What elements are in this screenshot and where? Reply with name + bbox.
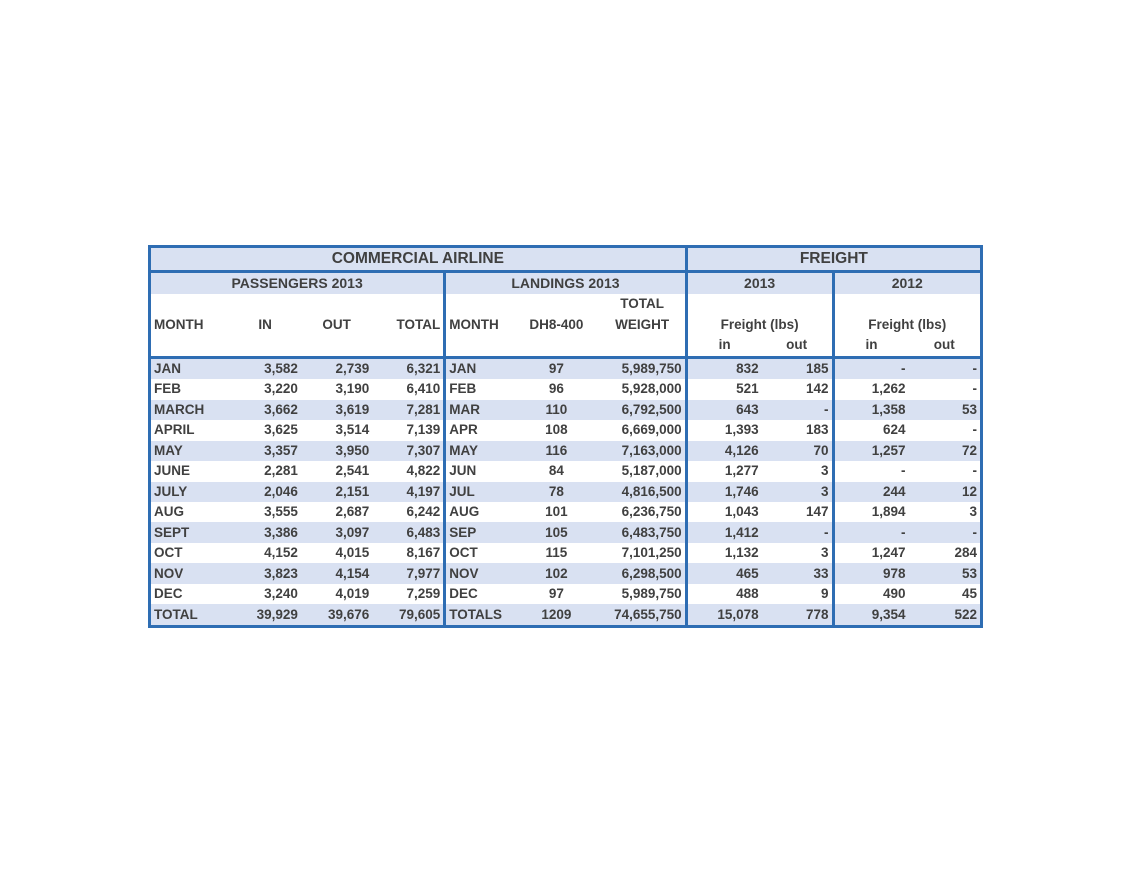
freight-2012-in-cell: - [900, 524, 906, 540]
freight-2013-label: Freight (lbs) [686, 315, 833, 335]
airport-statistics-table [148, 245, 983, 628]
freight-2013-in-cell: 1,277 [724, 463, 759, 479]
freight-2013-in-cell: 465 [736, 565, 759, 581]
table-row [151, 400, 980, 420]
passengers-in-cell: 3,582 [264, 360, 298, 376]
column-header-row-3 [151, 335, 980, 357]
freight-2012-in-cell: - [900, 463, 906, 479]
landing-month-cell: MAR [449, 401, 480, 417]
total-weight-cell: 6,483,750 [600, 522, 687, 542]
landing-month-cell: NOV [449, 565, 479, 581]
passengers-out-cell: 4,019 [335, 586, 370, 602]
freight-2013-out-header: out [762, 335, 833, 357]
month-cell: APRIL [154, 422, 195, 438]
passengers-out-cell: 4,015 [335, 545, 370, 561]
month-cell: FEB [154, 381, 181, 397]
passengers-total-cell: 4,822 [372, 461, 444, 481]
passengers-out-cell: 4,154 [335, 565, 370, 581]
landing-month-cell: OCT [449, 545, 478, 561]
landings-heading: LANDINGS 2013 [445, 271, 686, 294]
subsection-header-row [151, 271, 980, 294]
passengers-total-cell: 6,410 [372, 379, 444, 399]
dh8-landings-cell: 97 [548, 586, 564, 602]
freight-2013-out-cell: 70 [762, 441, 833, 461]
freight-2012-out-cell: 53 [961, 565, 977, 581]
passengers-in-cell: 3,555 [264, 504, 298, 520]
table-row [151, 357, 980, 379]
passengers-total-cell: 6,483 [372, 522, 444, 542]
total-passengers-out-cell: 39,676 [328, 606, 370, 622]
passengers-in-cell: 3,220 [264, 381, 298, 397]
passengers-total-cell: 6,321 [372, 357, 444, 379]
freight-2012-heading: 2012 [891, 275, 923, 292]
totals-row [151, 604, 980, 625]
passengers-in-cell: 3,662 [264, 401, 298, 417]
total-passengers-total-cell: 79,605 [372, 604, 444, 625]
in-column-header: IN [258, 316, 272, 332]
dh8-landings-cell: 115 [545, 545, 568, 561]
freight-2012-in-cell: 1,262 [871, 381, 906, 397]
freight-2012-in-cell: 624 [882, 422, 906, 438]
total-dh8-landings-cell: 1209 [541, 606, 572, 622]
freight-heading: FREIGHT [799, 249, 868, 267]
total-month-cell: TOTAL [154, 606, 198, 622]
passengers-in-cell: 3,386 [264, 524, 298, 540]
freight-2013-in-cell: 4,126 [724, 442, 759, 458]
dh8-landings-cell: 101 [545, 504, 568, 520]
freight-2012-out-header: out [933, 337, 955, 353]
total-weight-cell: 6,236,750 [600, 502, 687, 522]
freight-2012-out-cell: - [972, 422, 977, 438]
landing-month-cell: DEC [449, 586, 478, 602]
table-row [151, 502, 980, 522]
passengers-out-cell: 2,739 [335, 360, 370, 376]
total-weight-cell: 5,989,750 [600, 357, 687, 379]
table-row [151, 522, 980, 542]
table-row [151, 379, 980, 399]
total-column-header: TOTAL [372, 315, 444, 335]
landings-month-column-header: MONTH [449, 316, 499, 332]
landing-month-cell: JAN [449, 360, 477, 376]
freight-2013-out-cell: 9 [762, 584, 833, 604]
freight-2012-out-cell: 284 [954, 545, 977, 561]
passengers-out-cell: 3,950 [335, 442, 370, 458]
commercial-airline-heading: COMMERCIAL AIRLINE [151, 248, 686, 271]
passengers-total-cell: 7,259 [372, 584, 444, 604]
freight-2013-out-cell: - [762, 522, 833, 542]
freight-2013-in-cell: 1,412 [724, 524, 759, 540]
freight-2012-in-header: in [865, 337, 878, 353]
freight-2012-out-cell: 53 [961, 401, 977, 417]
freight-2013-heading: 2013 [686, 271, 833, 294]
freight-2012-out-cell: - [972, 463, 977, 479]
dh8-landings-cell: 97 [548, 360, 564, 376]
total-weight-header-top: TOTAL [600, 294, 687, 314]
passengers-in-cell: 2,281 [264, 463, 298, 479]
table-row [151, 543, 980, 563]
landing-month-cell: JUL [449, 483, 475, 499]
passengers-out-cell: 3,619 [335, 401, 370, 417]
month-cell: SEPT [154, 524, 190, 540]
total-freight-2013-in-cell: 15,078 [717, 606, 759, 622]
freight-2013-out-cell: 3 [762, 482, 833, 502]
passengers-out-cell: 3,514 [335, 422, 370, 438]
landing-month-cell: JUN [449, 463, 477, 479]
table-row [151, 441, 980, 461]
dh8-landings-cell: 78 [548, 483, 564, 499]
table-row [151, 584, 980, 604]
freight-2013-in-cell: 832 [736, 360, 759, 376]
freight-2013-in-cell: 521 [736, 381, 759, 397]
freight-2013-out-cell: 185 [762, 357, 833, 379]
table-row [151, 563, 980, 583]
statistics-table [151, 248, 980, 625]
freight-2013-in-cell: 1,043 [724, 504, 759, 520]
passengers-total-cell: 7,139 [372, 420, 444, 440]
dh8-landings-cell: 116 [545, 442, 568, 458]
freight-2013-out-cell: 33 [762, 563, 833, 583]
passengers-total-cell: 7,281 [372, 400, 444, 420]
freight-2013-in-cell: 1,132 [724, 545, 759, 561]
freight-2013-out-cell: 142 [762, 379, 833, 399]
month-cell: MAY [154, 442, 183, 458]
total-passengers-in-cell: 39,929 [256, 606, 298, 622]
freight-2012-in-cell: - [900, 360, 906, 376]
month-cell: OCT [154, 545, 183, 561]
total-weight-cell: 5,187,000 [600, 461, 687, 481]
passengers-in-cell: 3,357 [264, 442, 298, 458]
column-header-row-1 [151, 294, 980, 314]
passengers-in-cell: 3,240 [264, 586, 298, 602]
freight-2012-in-cell: 1,257 [871, 442, 906, 458]
landing-month-cell: FEB [449, 381, 477, 397]
total-weight-cell: 5,989,750 [600, 584, 687, 604]
dh8-column-header: DH8-400 [529, 316, 584, 332]
passengers-in-cell: 4,152 [264, 545, 298, 561]
passengers-total-cell: 6,242 [372, 502, 444, 522]
freight-2012-out-cell: 12 [961, 483, 977, 499]
month-cell: JAN [154, 360, 182, 376]
freight-2012-out-cell: - [972, 524, 977, 540]
passengers-in-cell: 2,046 [264, 483, 298, 499]
freight-2012-in-cell: 1,358 [871, 401, 906, 417]
month-cell: JULY [154, 483, 188, 499]
passengers-in-cell: 3,823 [264, 565, 298, 581]
month-cell: NOV [154, 565, 184, 581]
total-weight-cell: 7,163,000 [600, 441, 687, 461]
table-row [151, 420, 980, 440]
table-row [151, 482, 980, 502]
total-total-weight-cell: 74,655,750 [600, 604, 687, 625]
dh8-landings-cell: 108 [545, 422, 568, 438]
total-weight-cell: 6,669,000 [600, 420, 687, 440]
total-freight-2012-in-cell: 9,354 [871, 606, 906, 622]
freight-2013-in-cell: 1,393 [724, 422, 759, 438]
total-weight-cell: 6,792,500 [600, 400, 687, 420]
dh8-landings-cell: 102 [545, 565, 568, 581]
total-weight-header-bottom: WEIGHT [600, 315, 687, 335]
freight-2012-in-cell: 978 [882, 565, 906, 581]
freight-2013-in-cell: 488 [736, 586, 759, 602]
month-cell: AUG [154, 504, 184, 520]
table-row [151, 461, 980, 481]
month-cell: JUNE [154, 463, 191, 479]
total-landing-month-cell: TOTALS [449, 606, 502, 622]
total-weight-cell: 7,101,250 [600, 543, 687, 563]
passengers-heading: PASSENGERS 2013 [151, 271, 445, 294]
landing-month-cell: SEP [449, 524, 477, 540]
passengers-out-cell: 2,541 [335, 463, 370, 479]
freight-2013-out-cell: 3 [762, 543, 833, 563]
month-cell: MARCH [154, 401, 205, 417]
dh8-landings-cell: 110 [545, 401, 568, 417]
total-freight-2013-out-cell: 778 [762, 604, 833, 625]
month-cell: DEC [154, 586, 183, 602]
freight-2013-out-cell: 183 [762, 420, 833, 440]
freight-2012-in-cell: 1,247 [871, 545, 906, 561]
month-column-header: MONTH [154, 316, 204, 332]
passengers-in-cell: 3,625 [264, 422, 298, 438]
freight-2012-out-cell: 72 [961, 442, 977, 458]
freight-2012-out-cell: 45 [961, 586, 977, 602]
passengers-out-cell: 2,151 [335, 483, 370, 499]
freight-2013-in-cell: 643 [736, 401, 759, 417]
passengers-total-cell: 4,197 [372, 482, 444, 502]
freight-2012-out-cell: - [972, 360, 977, 376]
column-header-row-2 [151, 315, 980, 335]
dh8-landings-cell: 105 [545, 524, 568, 540]
landing-month-cell: APR [449, 422, 478, 438]
freight-2012-in-cell: 1,894 [871, 504, 906, 520]
freight-2012-label: Freight (lbs) [868, 316, 947, 332]
passengers-out-cell: 2,687 [335, 504, 370, 520]
landing-month-cell: MAY [449, 442, 478, 458]
section-header-row [151, 248, 980, 271]
total-weight-cell: 5,928,000 [600, 379, 687, 399]
dh8-landings-cell: 84 [548, 463, 564, 479]
passengers-total-cell: 7,977 [372, 563, 444, 583]
freight-2012-out-cell: - [972, 381, 977, 397]
dh8-landings-cell: 96 [548, 381, 564, 397]
passengers-out-cell: 3,190 [335, 381, 370, 397]
passengers-total-cell: 7,307 [372, 441, 444, 461]
total-weight-cell: 4,816,500 [600, 482, 687, 502]
freight-2012-in-cell: 244 [882, 483, 906, 499]
freight-2012-out-cell: 3 [969, 504, 977, 520]
total-freight-2012-out-cell: 522 [954, 606, 977, 622]
freight-2013-out-cell: 147 [762, 502, 833, 522]
freight-2013-out-cell: - [762, 400, 833, 420]
out-column-header: OUT [322, 316, 351, 332]
freight-2013-out-cell: 3 [762, 461, 833, 481]
freight-2012-in-cell: 490 [882, 586, 906, 602]
total-weight-cell: 6,298,500 [600, 563, 687, 583]
passengers-out-cell: 3,097 [335, 524, 370, 540]
freight-2013-in-cell: 1,746 [724, 483, 759, 499]
passengers-total-cell: 8,167 [372, 543, 444, 563]
landing-month-cell: AUG [449, 504, 480, 520]
freight-2013-in-header: in [718, 337, 731, 353]
